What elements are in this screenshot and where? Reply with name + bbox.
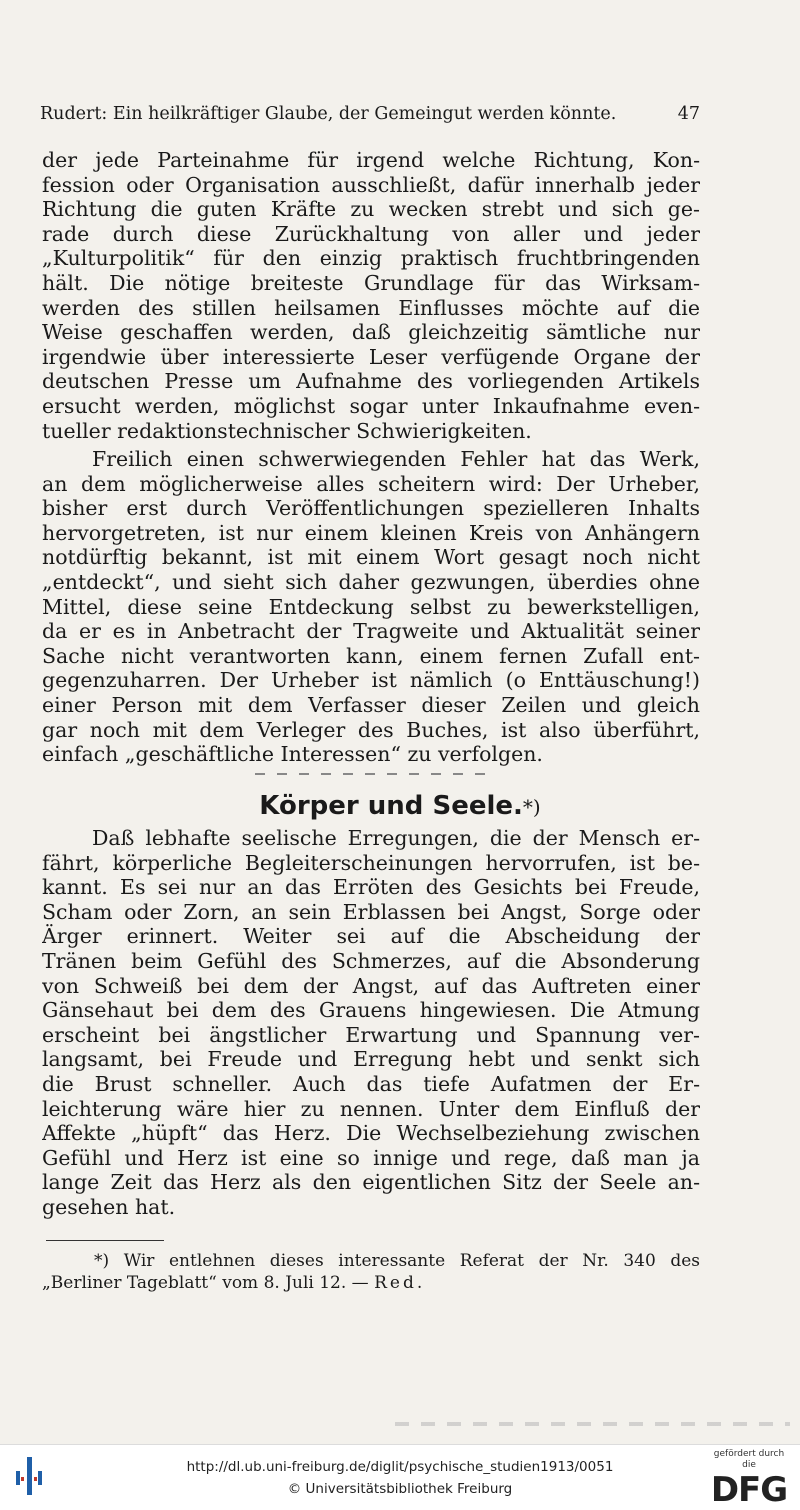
viewer-footer — [0, 1444, 800, 1510]
text-line: einer Person mit dem Verfasser dieser Zeilen und gleich — [42, 692, 700, 717]
text-line: gar noch mit dem Verleger des Buches, ist also überführt, — [42, 717, 700, 742]
text-line: da er es in Anbetracht der Tragweite und Aktualität seiner — [42, 619, 700, 644]
text-line: ersucht werden, möglichst sogar unter Inkaufnahme even- — [42, 393, 700, 418]
text-line: gesehen hat. — [42, 1194, 176, 1219]
dfg-logo — [708, 1449, 790, 1510]
paragraph-1 — [42, 148, 700, 443]
funder-caption: gefördert durch die — [713, 1449, 785, 1470]
footnote-rule — [46, 1240, 164, 1241]
text-line: die Brust schneller. Auch das tiefe Aufatmen der Er- — [42, 1071, 700, 1096]
text-line: gegenzuharren. Der Urheber ist nämlich (o Enttäuschung!) — [42, 668, 700, 693]
text-line: „Kulturpolitik“ für den einzig praktisch fruchtbringenden — [42, 246, 700, 271]
text-line: Richtung die guten Kräfte zu wecken strebt und sich ge- — [42, 197, 700, 222]
text-line: fährt, körperliche Begleiterscheinungen hervorrufen, ist be- — [42, 850, 700, 875]
text-line: lange Zeit das Herz als den eigentlichen Sitz der Seele an- — [42, 1170, 700, 1195]
permalink-url[interactable]: http://dl.ub.uni-freiburg.de/diglit/psychische_studien1913/0051 — [186, 1459, 614, 1475]
text-line: hält. Die nötige breiteste Grundlage für das Wirksam- — [42, 270, 700, 295]
text-line: der jede Parteinahme für irgend welche Richtung, Kon- — [42, 148, 700, 172]
text-line: irgendwie über interessierte Leser verfügende Organe der — [42, 344, 700, 369]
text-line: tueller redaktionstechnischer Schwierigkeiten. — [42, 418, 532, 443]
text-line: Freilich einen schwerwiegenden Fehler hat das Werk, — [92, 447, 700, 471]
text-line: „entdeckt“, und sieht sich daher gezwungen, überdies ohne — [42, 569, 700, 594]
text-line: Affekte „hüpft“ das Herz. Die Wechselbeziehung zwischen — [42, 1121, 700, 1146]
text-line: Daß lebhafte seelische Erregungen, die der Mensch er- — [92, 826, 700, 850]
footnote-line: *) Wir entlehnen dieses interessante Referat der Nr. 340 des — [94, 1251, 700, 1271]
text-line: an dem möglicherweise alles scheitern wird: Der Urheber, — [42, 471, 700, 496]
text-line: Ärger erinnert. Weiter sei auf die Abscheidung der — [42, 924, 700, 949]
footnote-reference: *) — [522, 795, 541, 819]
paragraph-3 — [42, 826, 700, 1220]
text-line: leichterung wäre hier zu nennen. Unter dem Einfluß der — [42, 1096, 700, 1121]
text-line: notdürftig bekannt, ist mit einem Wort gesagt noch nicht — [42, 545, 700, 570]
section-title-text: Körper und Seele. — [259, 791, 523, 821]
text-line: rade durch diese Zurückhaltung von aller und jeder — [42, 221, 700, 246]
footnote-source: „Berliner Tageblatt“ vom 8. Juli 12. — — [42, 1273, 375, 1293]
section-divider — [255, 773, 495, 775]
paragraph-2 — [42, 447, 700, 767]
running-header — [40, 102, 700, 126]
text-line: einfach „geschäftliche Interessen“ zu verfolgen. — [42, 742, 543, 767]
text-line: erscheint bei ängstlicher Erwartung und Spannung ver- — [42, 1022, 700, 1047]
text-line: werden des stillen heilsamen Einflusses möchte auf die — [42, 295, 700, 320]
footnote-signature: Red. — [374, 1273, 426, 1293]
text-line: kannt. Es sei nur an das Erröten des Gesichts bei Freude, — [42, 875, 700, 900]
text-line: Scham oder Zorn, an sein Erblassen bei Angst, Sorge oder — [42, 899, 700, 924]
text-line: Sache nicht verantworten kann, einem fernen Zufall ent- — [42, 643, 700, 668]
funder-logo-text: DFG — [710, 1470, 788, 1510]
text-line: Tränen beim Gefühl des Schmerzes, auf die Absonderung — [42, 948, 700, 973]
text-line: bisher erst durch Veröffentlichungen spezielleren Inhalts — [42, 496, 700, 521]
text-line: Weise geschaffen werden, daß gleichzeitig sämtliche nur — [42, 320, 700, 345]
scan-artifact — [395, 1422, 790, 1426]
text-line: Gefühl und Herz ist eine so innige und rege, daß man ja — [42, 1145, 700, 1170]
text-line: Mittel, diese seine Entdeckung selbst zu bewerkstelligen, — [42, 594, 700, 619]
text-line: deutschen Presse um Aufnahme des vorliegenden Artikels — [42, 369, 700, 394]
text-line: Gänsehaut bei dem des Grauens hingewiesen. Die Atmung — [42, 998, 700, 1023]
text-line: fession oder Organisation ausschließt, dafür innerhalb jeder — [42, 172, 700, 197]
page-number: 47 — [677, 104, 700, 124]
footnote-line — [42, 1272, 700, 1294]
text-line: von Schweiß bei dem der Angst, auf das Auftreten einer — [42, 973, 700, 998]
section-title — [0, 790, 800, 823]
footnote — [42, 1250, 700, 1294]
text-line: hervorgetreten, ist nur einem kleinen Kreis von Anhängern — [42, 520, 700, 545]
copyright-notice: © Universitätsbibliothek Freiburg — [287, 1481, 513, 1497]
text-line: langsamt, bei Freude und Erregung hebt und senkt sich — [42, 1047, 700, 1072]
running-title: Rudert: Ein heilkräftiger Glaube, der Gemeingut werden könnte. — [40, 104, 617, 124]
